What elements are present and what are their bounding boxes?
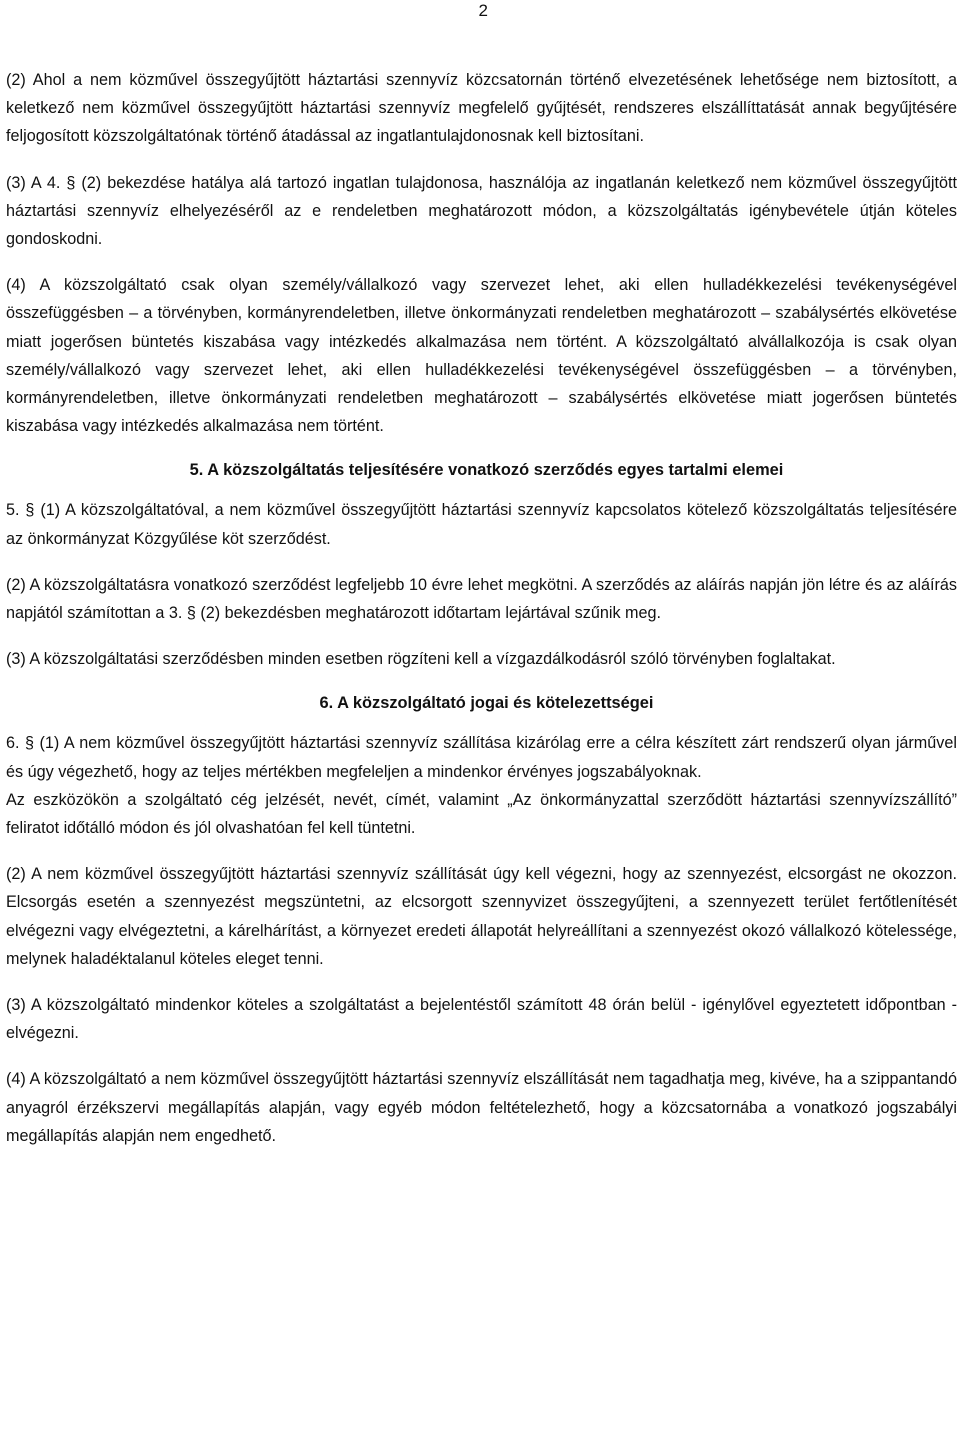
section-6-paragraph-4: (4) A közszolgáltató a nem közművel összegyűjtött háztartási szennyvíz elszállítását nem tagadhatja meg, kivéve, ha a szippantandó anyagról érzékszervi megállapítás alapján, vagy egyéb módon feltételezhető, hogy a közcsatornába a vonatkozó jogszabályi megállapítás alapján nem engedhető. xyxy=(6,1070,957,1145)
document-body xyxy=(6,66,957,1150)
page-number: 2 xyxy=(478,1,488,20)
section-5-heading: 5. A közszolgáltatás teljesítésére vonatkozó szerződés egyes tartalmi elemei xyxy=(189,461,784,480)
paragraph-2: (2) Ahol a nem közművel összegyűjtött háztartási szennyvíz közcsatornán történő elvezetésének lehetősége nem biztosított, a keletkező nem közművel összegyűjtött háztartási szennyvíz megfelelő gyűjtését, rendszeres elszállíttatását annak begyűjtésére feljogosított közszolgáltatónak történő átadással az ingatlantulajdonosnak kell biztosítani. xyxy=(6,71,957,146)
paragraph-4: (4) A közszolgáltató csak olyan személy/vállalkozó vagy szervezet lehet, aki ellen hulladékkezelési tevékenységével összefüggésben – a törvényben, kormányrendeletben, illetve önkormányzati rendeletben meghatározott – szabálysértés elkövetése miatt jogerősen büntetés kiszabása vagy intézkedés alkalmazása nem történt. A közszolgáltató alvállalkozója is csak olyan személy/vállalkozó vagy szervezet lehet, aki ellen hulladékkezelési tevékenységével összefüggésben – a törvényben, kormányrendeletben, illetve önkormányzati rendeletben meghatározott – szabálysértés elkövetése miatt jogerősen büntetés kiszabása vagy intézkedés alkalmazása nem történt. xyxy=(6,276,957,436)
section-6-paragraph-1: 6. § (1) A nem közművel összegyűjtött háztartási szennyvíz szállítása kizárólag erre a célra készített zárt rendszerű olyan járművel és úgy végezhető, hogy az teljes mértékben megfeleljen a mindenkor érvényes jogszabályoknak. xyxy=(6,734,957,781)
section-5-paragraph-3: (3) A közszolgáltatási szerződésben minden esetben rögzíteni kell a vízgazdálkodásról szóló törvényben foglaltakat. xyxy=(6,650,836,669)
section-6-heading: 6. A közszolgáltató jogai és kötelezettségei xyxy=(319,694,654,713)
section-5-paragraph-2: (2) A közszolgáltatásra vonatkozó szerződést legfeljebb 10 évre lehet megkötni. A szerződés az aláírás napján jön létre és az aláírás napjától számítottan a 3. § (2) bekezdésben meghatározott időtartam lejártával szűnik meg. xyxy=(6,575,957,623)
section-5-paragraph-1: 5. § (1) A közszolgáltatóval, a nem közművel összegyűjtött háztartási szennyvíz kapcsolatos kötelező közszolgáltatás teljesítésére az önkormányzat Közgyűlése köt szerződést. xyxy=(6,501,957,548)
section-6-paragraph-2: (2) A nem közművel összegyűjtött háztartási szennyvíz szállítását úgy kell végezni, hogy az szennyezést, elcsorgást ne okozzon. Elcsorgás esetén a szennyezést megszüntetni, az elcsorgott szennyvizet összegyűjteni, a szennyezett terület fertőtlenítését elvégezni vagy elvégeztetni, a kárelhárítást, a környezet eredeti állapotát helyreállítani a szennyezést okozó vállalkozó kötelessége, melynek haladéktalanul köteles eleget tenni. xyxy=(6,865,957,968)
section-6-paragraph-3: (3) A közszolgáltató mindenkor köteles a szolgáltatást a bejelentéstől számított 48 órán belül - igénylővel egyeztetett időpontban - elvégezni. xyxy=(6,996,957,1043)
paragraph-3: (3) A 4. § (2) bekezdése hatálya alá tartozó ingatlan tulajdonosa, használója az ingatlanán keletkező nem közművel összegyűjtött háztartási szennyvíz elhelyezéséről az e rendeletben meghatározott módon, a közszolgáltatás igénybevétele útján köteles gondoskodni. xyxy=(6,173,957,249)
section-6-paragraph-1b: Az eszközökön a szolgáltató cég jelzését, nevét, címét, valamint „Az önkormányzattal szerződött háztartási szennyvízszállító” feliratot időtálló módon és jól olvashatóan fel kell tüntetni. xyxy=(6,790,957,838)
